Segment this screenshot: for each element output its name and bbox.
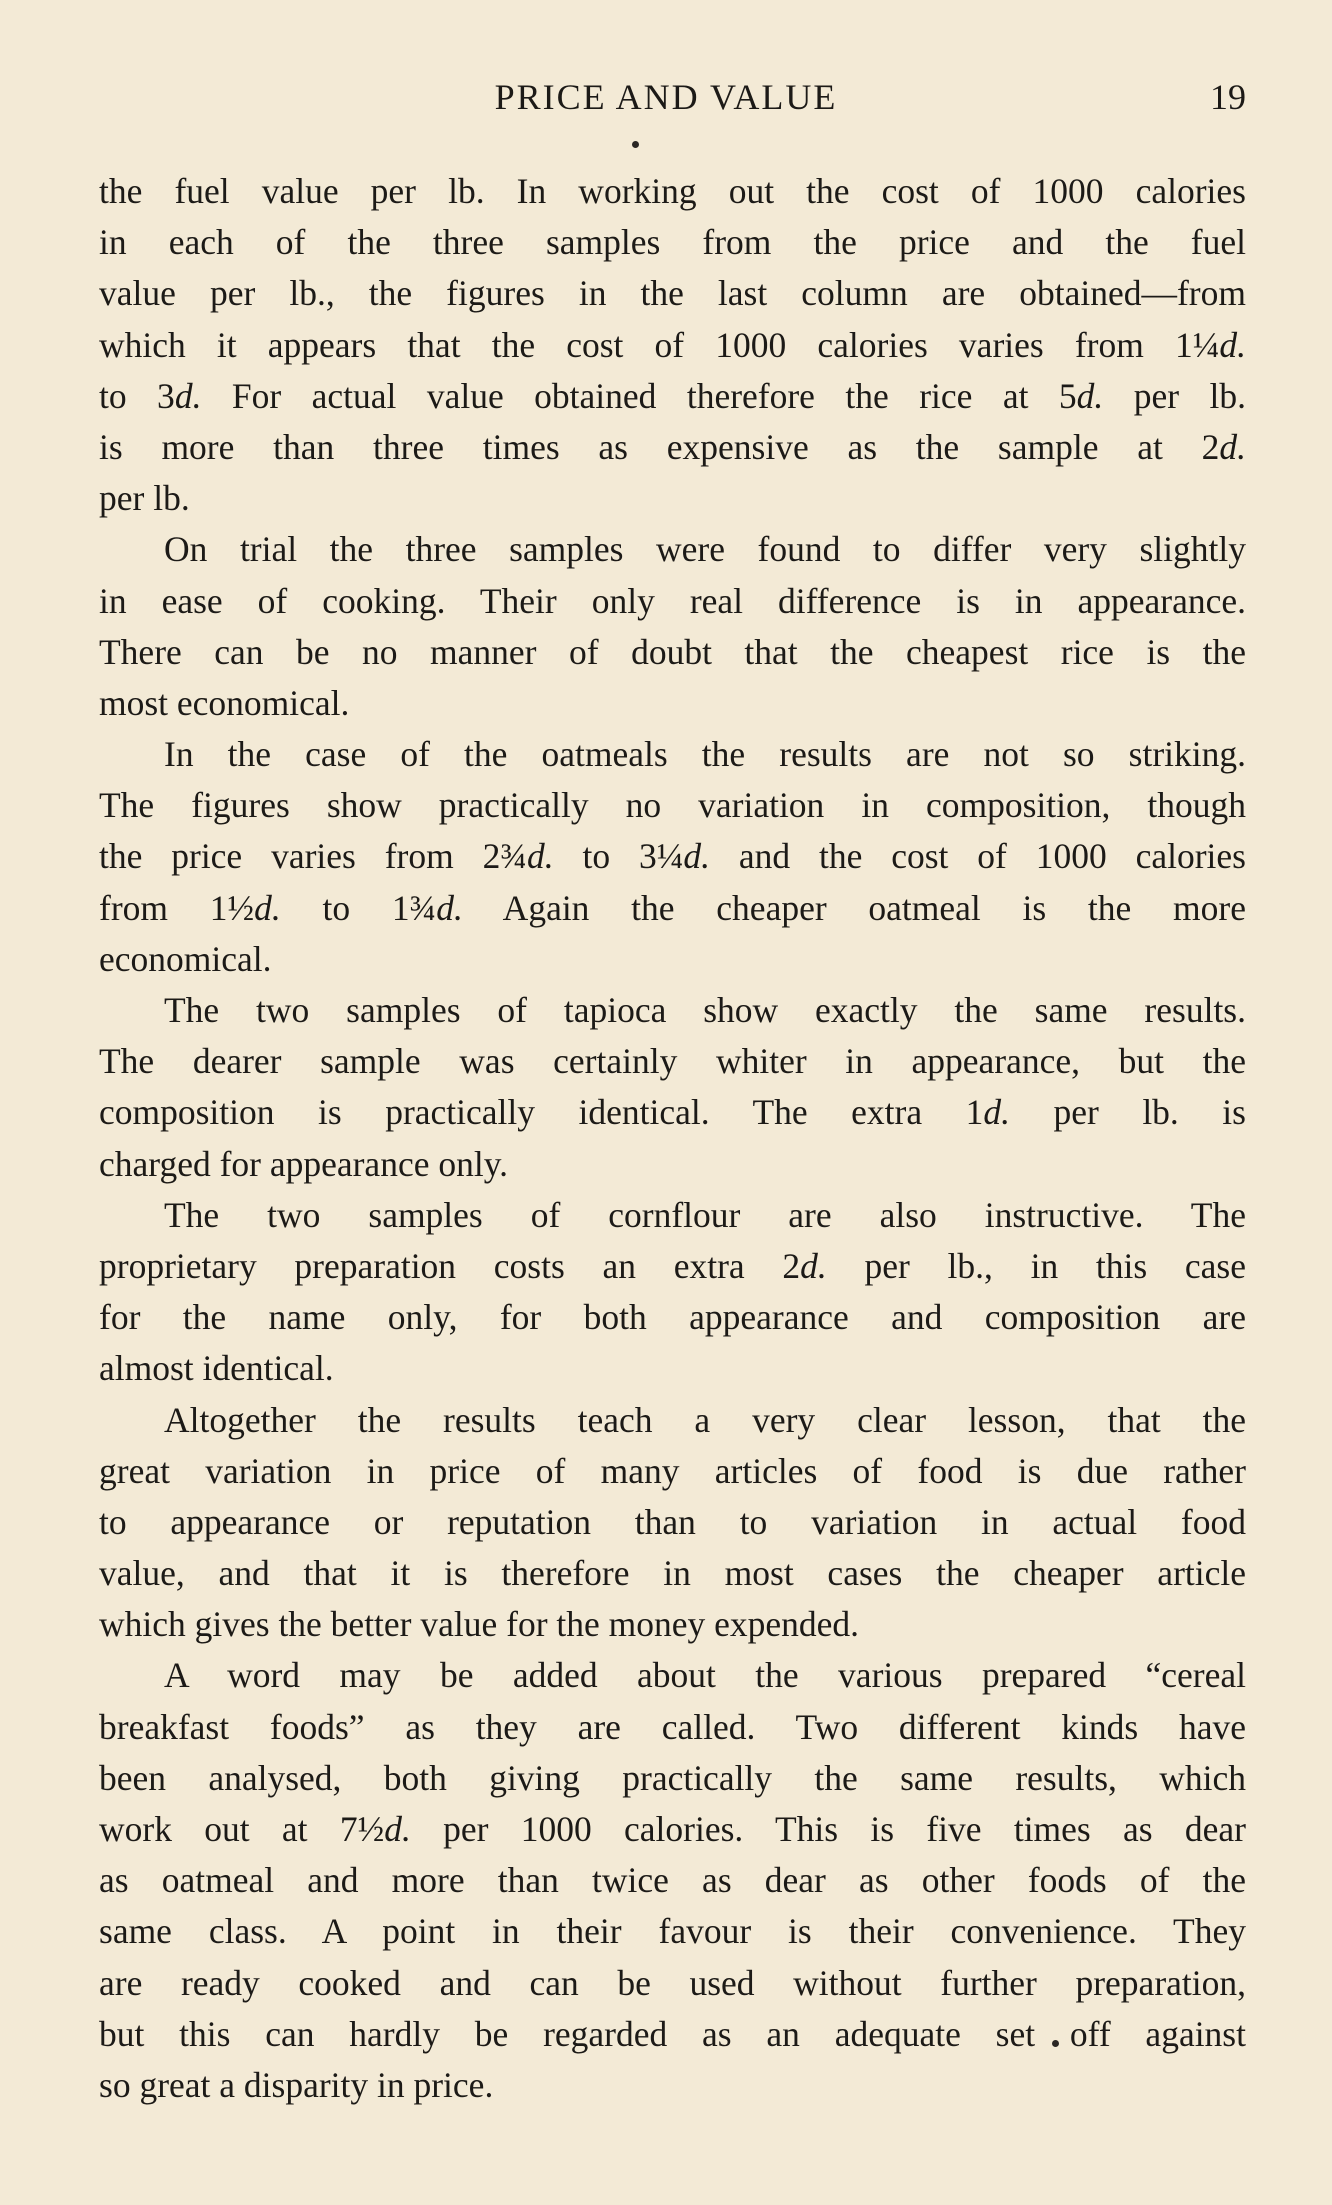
- text-line: is more than three times as expensive as the sample at 2d.: [99, 426, 1246, 467]
- text-line: as oatmeal and more than twice as dear as other foods of the: [99, 1860, 1246, 1901]
- page-number: 19: [1210, 77, 1246, 117]
- text-line: The two samples of tapioca show exactly the same results.: [164, 990, 1246, 1030]
- text-line: In the case of the oatmeals the results are not so striking.: [164, 734, 1246, 775]
- text-line: which it appears that the cost of 1000 calories varies from 1¼d.: [99, 324, 1246, 365]
- text-line: in ease of cooking. Their only real difference is in appearance.: [99, 580, 1246, 621]
- text-line: great variation in price of many articles of food is due rather: [99, 1450, 1246, 1491]
- text-line: value per lb., the figures in the last column are obtained—from: [99, 273, 1246, 314]
- text-line: the fuel value per lb. In working out the cost of 1000 calories: [99, 171, 1246, 211]
- text-line: The dearer sample was certainly whiter in appearance, but the: [99, 1041, 1246, 1082]
- text-line: same class. A point in their favour is their convenience. They: [99, 1911, 1246, 1952]
- text-line: The figures show practically no variation in composition, though: [99, 785, 1246, 826]
- text-line: economical.: [99, 938, 272, 979]
- text-line: for the name only, for both appearance and composition are: [99, 1297, 1246, 1338]
- text-line: from 1½d. to 1¾d. Again the cheaper oatmeal is the more: [99, 887, 1246, 928]
- text-line: On trial the three samples were found to differ very slightly: [164, 529, 1246, 570]
- text-line: Altogether the results teach a very clear lesson, that the: [164, 1399, 1246, 1440]
- text-line: breakfast foods” as they are called. Two different kinds have: [99, 1706, 1246, 1747]
- ink-speck: [632, 141, 639, 148]
- body-text: [99, 166, 1246, 2111]
- text-line: been analysed, both giving practically the same results, which: [99, 1757, 1246, 1798]
- text-line: in each of the three samples from the price and the fuel: [99, 222, 1246, 263]
- text-line: most economical.: [99, 682, 350, 723]
- text-line: but this can hardly be regarded as an adequate set off against: [99, 2013, 1246, 2054]
- text-line: A word may be added about the various prepared “cereal: [164, 1655, 1246, 1696]
- text-line: to appearance or reputation than to variation in actual food: [99, 1501, 1246, 1542]
- text-line: so great a disparity in price.: [99, 2064, 494, 2105]
- text-line: There can be no manner of doubt that the cheapest rice is the: [99, 631, 1246, 672]
- running-head: [0, 76, 1332, 130]
- text-line: which gives the better value for the money expended.: [99, 1604, 860, 1645]
- text-line: the price varies from 2¾d. to 3¼d. and the cost of 1000 calories: [99, 836, 1246, 877]
- text-line: charged for appearance only.: [99, 1143, 509, 1184]
- text-line: value, and that it is therefore in most cases the cheaper article: [99, 1553, 1246, 1594]
- text-line: composition is practically identical. The extra 1d. per lb. is: [99, 1092, 1246, 1133]
- text-line: are ready cooked and can be used without further preparation,: [99, 1962, 1246, 2003]
- text-line: work out at 7½d. per 1000 calories. This is five times as dear: [99, 1809, 1246, 1849]
- text-line: The two samples of cornflour are also instructive. The: [164, 1194, 1246, 1235]
- text-line: per lb.: [99, 478, 190, 519]
- text-line: almost identical.: [99, 1348, 334, 1389]
- text-line: proprietary preparation costs an extra 2d. per lb., in this case: [99, 1245, 1246, 1286]
- running-title: PRICE AND VALUE: [494, 77, 838, 117]
- text-line: to 3d. For actual value obtained therefore the rice at 5d. per lb.: [99, 375, 1246, 416]
